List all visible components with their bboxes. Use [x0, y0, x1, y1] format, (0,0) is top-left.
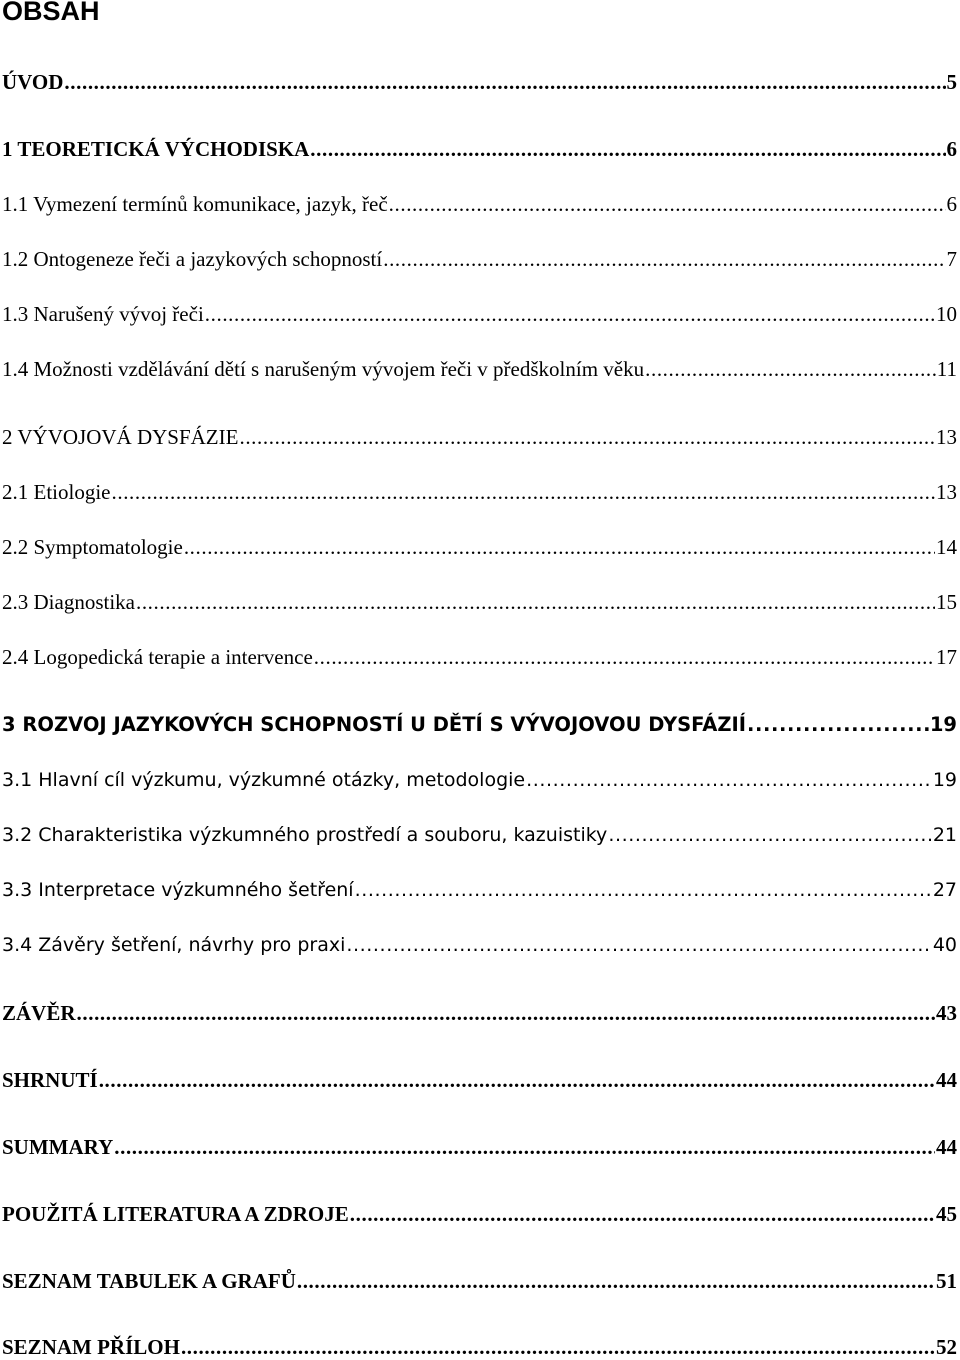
toc-dot-leader	[181, 1334, 935, 1360]
toc-entry[interactable]	[2, 928, 957, 958]
toc-dot-leader	[114, 1134, 935, 1160]
toc-entry[interactable]	[2, 1063, 957, 1093]
toc-heading: OBSAH	[2, 0, 100, 26]
toc-entry-label: 1.3 Narušený vývoj řeči	[2, 302, 204, 326]
toc-entry-label: 3 ROZVOJ JAZYKOVÝCH SCHOPNOSTÍ U DĚTÍ S VÝVOJOVOU DYSFÁZIÍ	[2, 713, 746, 736]
toc-dot-leader	[112, 479, 936, 505]
toc-dot-leader	[645, 356, 936, 382]
toc-dot-leader	[239, 424, 935, 450]
toc-entry-label: ÚVOD	[2, 70, 64, 94]
toc-dot-leader	[136, 589, 935, 615]
toc-entry-label: 3.2 Charakteristika výzkumného prostředí a souboru, kazuistiky	[2, 824, 608, 846]
toc-entry-label: 3.4 Závěry šetření, návrhy pro praxi	[2, 934, 346, 956]
toc-entry-page: 6	[946, 192, 957, 216]
toc-entry-label: 2.4 Logopedická terapie a intervence	[2, 645, 313, 669]
toc-entry[interactable]	[2, 873, 957, 903]
toc-entry[interactable]	[2, 65, 957, 95]
toc-entry[interactable]	[2, 1130, 957, 1160]
toc-entry-label: SUMMARY	[2, 1135, 114, 1159]
toc-entry-label: SHRNUTÍ	[2, 1068, 98, 1092]
toc-entry-label: 1.2 Ontogeneze řeči a jazykových schopností	[2, 247, 383, 271]
toc-entry-page: 19	[929, 713, 957, 736]
toc-entry-page: 21	[932, 824, 957, 846]
toc-entry-label: 2.3 Diagnostika	[2, 590, 135, 614]
toc-entry-page: 15	[936, 590, 957, 614]
toc-entry[interactable]	[2, 530, 957, 560]
toc-entry[interactable]	[2, 475, 957, 505]
toc-entry-page: 13	[936, 480, 957, 504]
toc-entry[interactable]	[2, 352, 957, 382]
toc-dot-leader	[608, 822, 932, 848]
toc-entry-page: 11	[936, 357, 957, 381]
toc-entry[interactable]	[2, 708, 957, 738]
toc-entry-page: 43	[936, 1001, 957, 1025]
toc-dot-leader	[314, 644, 935, 670]
toc-dot-leader	[747, 712, 929, 738]
toc-entry-page: 17	[936, 645, 957, 669]
toc-dot-leader	[350, 1201, 935, 1227]
toc-entry-page: 7	[946, 247, 957, 271]
toc-entry-label: 2.1 Etiologie	[2, 480, 111, 504]
toc-entry-page: 19	[932, 769, 957, 791]
toc-entry[interactable]	[2, 297, 957, 327]
toc-entry-label: 1.1 Vymezení termínů komunikace, jazyk, řeč	[2, 192, 388, 216]
toc-entry-label: 2.2 Symptomatologie	[2, 535, 183, 559]
toc-entry[interactable]	[2, 242, 957, 272]
toc-entry-label: 3.3 Interpretace výzkumného šetření	[2, 879, 354, 901]
toc-entry-page: 51	[936, 1269, 957, 1293]
toc-dot-leader	[310, 136, 945, 162]
toc-dot-leader	[64, 69, 945, 95]
toc-entry-page: 14	[936, 535, 957, 559]
toc-dot-leader	[205, 301, 935, 327]
toc-entry-page: 13	[936, 425, 957, 449]
toc-entry-label: 3.1 Hlavní cíl výzkumu, výzkumné otázky, metodologie	[2, 769, 526, 791]
toc-entry[interactable]	[2, 1330, 957, 1360]
toc-dot-leader	[526, 767, 932, 793]
toc-entry[interactable]	[2, 187, 957, 217]
toc-entry[interactable]	[2, 420, 957, 450]
toc-entry[interactable]	[2, 818, 957, 848]
toc-dot-leader	[383, 246, 945, 272]
toc-dot-leader	[99, 1067, 935, 1093]
toc-entry[interactable]	[2, 763, 957, 793]
toc-entry-page: 10	[936, 302, 957, 326]
toc-entry-page: 27	[932, 879, 957, 901]
toc-dot-leader	[355, 877, 932, 903]
toc-entry-label: SEZNAM TABULEK A GRAFŮ	[2, 1269, 296, 1293]
toc-entry-page: 40	[932, 934, 957, 956]
toc-entry-label: ZÁVĚR	[2, 1001, 76, 1025]
toc-dot-leader	[184, 534, 935, 560]
toc-entry-page: 52	[936, 1335, 957, 1359]
toc-entry-label: 2 VÝVOJOVÁ DYSFÁZIE	[2, 425, 239, 449]
toc-entry-page: 6	[946, 137, 957, 161]
toc-entry-page: 44	[936, 1068, 957, 1092]
toc-entry[interactable]	[2, 640, 957, 670]
toc-entry[interactable]	[2, 996, 957, 1026]
toc-entry-page: 45	[936, 1202, 957, 1226]
toc-entry-page: 5	[946, 70, 957, 94]
toc-dot-leader	[77, 1000, 935, 1026]
toc-dot-leader	[346, 932, 931, 958]
toc-entry-page: 44	[936, 1135, 957, 1159]
toc-dot-leader	[297, 1268, 935, 1294]
toc-entry[interactable]	[2, 132, 957, 162]
toc-dot-leader	[389, 191, 946, 217]
toc-entry-label: 1 TEORETICKÁ VÝCHODISKA	[2, 137, 310, 161]
toc-entry-label: SEZNAM PŘÍLOH	[2, 1335, 180, 1359]
toc-entry-label: 1.4 Možnosti vzdělávání dětí s narušeným vývojem řeči v předškolním věku	[2, 357, 645, 381]
toc-entry[interactable]	[2, 1264, 957, 1294]
toc-entry[interactable]	[2, 585, 957, 615]
toc-entry[interactable]	[2, 1197, 957, 1227]
toc-entry-label: POUŽITÁ LITERATURA A ZDROJE	[2, 1202, 349, 1226]
